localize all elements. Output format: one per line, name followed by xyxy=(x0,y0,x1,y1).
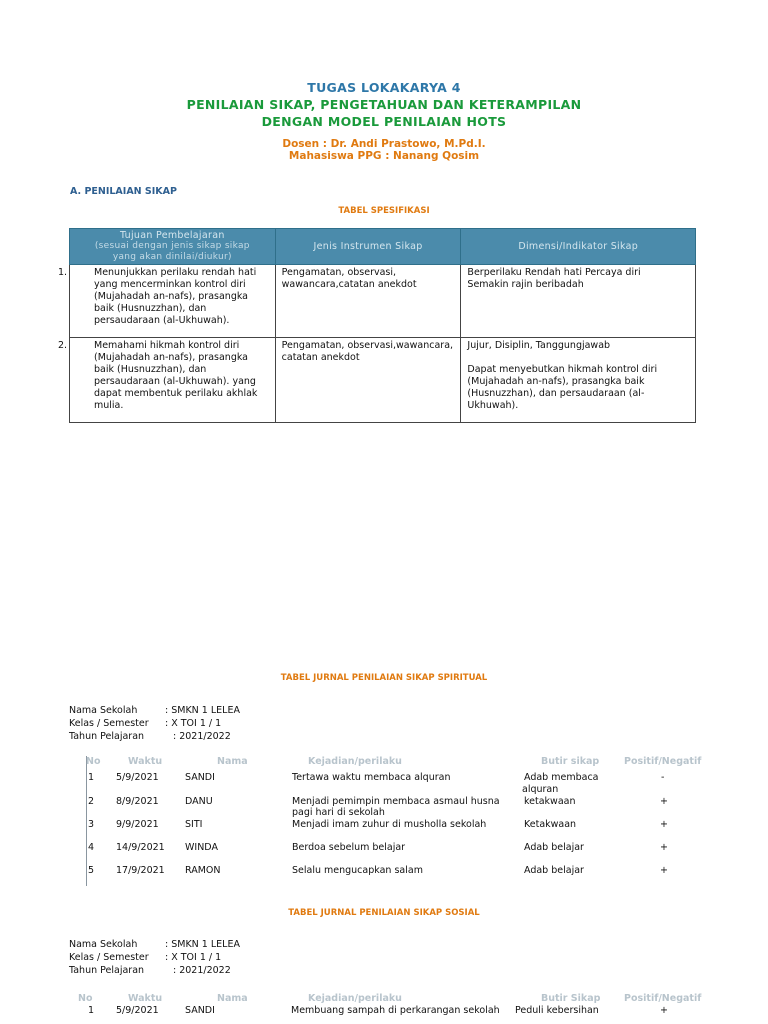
spec-header-instrument: Jenis Instrumen Sikap xyxy=(275,229,461,265)
row-event-cont: pagi hari di sekolah xyxy=(292,807,385,818)
spec-cell-objective xyxy=(58,265,276,338)
row-time: 9/9/2021 xyxy=(116,819,159,830)
row-event: Membuang sampah di perkarangan sekolah xyxy=(291,1005,500,1016)
col-header-name: Nama xyxy=(217,756,248,767)
spec-cell-indicator xyxy=(461,338,696,423)
spiritual-school-info xyxy=(69,704,240,743)
row-attitude: Adab membaca xyxy=(524,772,599,783)
social-journal-caption: TABEL JURNAL PENILAIAN SIKAP SOSIAL xyxy=(288,908,480,918)
row-name: RAMON xyxy=(185,865,221,876)
row-attitude: ketakwaan xyxy=(524,796,576,807)
spec-table-row xyxy=(70,265,696,338)
row-event: Tertawa waktu membaca alquran xyxy=(292,772,451,783)
spec-table-header-row xyxy=(70,229,696,265)
col-header-time: Waktu xyxy=(128,993,163,1004)
row-name: SITI xyxy=(185,819,203,830)
spec-indicator-line: Berperilaku Rendah hati Percaya diri xyxy=(467,267,641,278)
row-attitude: Adab belajar xyxy=(524,842,584,853)
row-event: Menjadi pemimpin membaca asmaul husna xyxy=(292,796,500,807)
row-time: 14/9/2021 xyxy=(116,842,165,853)
social-school-info xyxy=(69,938,240,977)
row-value: + xyxy=(660,1005,668,1016)
col-header-event: Kejadian/perilaku xyxy=(308,993,402,1004)
row-name: SANDI xyxy=(185,772,215,783)
lecturer-name: Dosen : Dr. Andi Prastowo, M.Pd.I. xyxy=(282,138,486,150)
info-row-year: Tahun Pelajaran : 2021/2022 xyxy=(69,965,231,976)
spec-header-objective-sub2: yang akan dinilai/diukur) xyxy=(112,252,232,262)
spec-objective-text: Memahami hikmah kontrol diri (Mujahadah an-nafs), prasangka baik (Husnuzzhan), dan persaudaraan (al-Ukhuwah). yang dapat membentuk perilaku akhlak mulia. xyxy=(94,340,258,411)
row-attitude: Ketakwaan xyxy=(524,819,577,830)
spec-cell-indicator xyxy=(461,265,696,338)
row-value: + xyxy=(660,796,668,807)
col-header-no: No xyxy=(78,993,93,1004)
spec-header-objective xyxy=(70,229,276,265)
info-row-class: Kelas / Semester : X TOI 1 / 1 xyxy=(69,718,222,729)
row-attitude: Adab belajar xyxy=(524,865,584,876)
col-header-attitude: Butir sikap xyxy=(541,756,600,767)
spec-indicator-line: Jujur, Disiplin, Tanggungjawab xyxy=(467,340,611,351)
row-attitude: Peduli kebersihan xyxy=(515,1005,599,1016)
col-header-pos-neg: Positif/Negatif xyxy=(624,993,702,1004)
spec-cell-instrument: Pengamatan, observasi,wawancara, catatan anekdot xyxy=(275,338,461,423)
row-value: - xyxy=(661,772,665,783)
spec-indicator-line: Dapat menyebutkan hikmah kontrol diri (Mujahadah an-nafs), prasangka baik (Husnuzzhan), dan persaudaraan (al-Ukhuwah). xyxy=(467,364,658,411)
row-name: SANDI xyxy=(185,1005,215,1016)
row-no: 5 xyxy=(88,865,95,876)
row-value: + xyxy=(660,842,668,853)
document-title: TUGAS LOKAKARYA 4 xyxy=(307,80,461,95)
row-event: Menjadi imam zuhur di musholla sekolah xyxy=(292,819,487,830)
row-no: 4 xyxy=(88,842,95,853)
spec-header-objective-sub1: (sesuai dengan jenis sikap sikap xyxy=(94,241,250,251)
section-heading-a: A. PENILAIAN SIKAP xyxy=(70,186,177,197)
specification-table xyxy=(58,228,696,423)
row-time: 8/9/2021 xyxy=(116,796,159,807)
col-header-time: Waktu xyxy=(128,756,163,767)
row-name: DANU xyxy=(185,796,213,807)
col-header-event: Kejadian/perilaku xyxy=(308,756,402,767)
row-event: Selalu mengucapkan salam xyxy=(292,865,423,876)
row-no: 2 xyxy=(88,796,95,807)
info-row-class: Kelas / Semester : X TOI 1 / 1 xyxy=(69,952,222,963)
spec-table-row xyxy=(70,338,696,423)
document-subtitle-line2: DENGAN MODEL PENILAIAN HOTS xyxy=(261,114,507,129)
row-value: + xyxy=(660,865,668,876)
row-event: Berdoa sebelum belajar xyxy=(292,842,406,853)
row-time: 5/9/2021 xyxy=(116,772,159,783)
spec-header-objective-title: Tujuan Pembelajaran xyxy=(120,230,225,241)
row-no: 1 xyxy=(88,772,95,783)
col-header-pos-neg: Positif/Negatif xyxy=(624,756,702,767)
col-header-name: Nama xyxy=(217,993,248,1004)
col-header-attitude: Butir Sikap xyxy=(541,993,601,1004)
spiritual-journal-caption: TABEL JURNAL PENILAIAN SIKAP SPIRITUAL xyxy=(280,673,488,683)
spec-row-number: 2. xyxy=(58,340,68,351)
row-time: 17/9/2021 xyxy=(116,865,165,876)
spec-indicator-line: Semakin rajin beribadah xyxy=(467,279,584,290)
info-row-school: Nama Sekolah : SMKN 1 LELEA xyxy=(69,705,240,716)
student-name: Mahasiswa PPG : Nanang Qosim xyxy=(288,150,480,162)
col-header-no: No xyxy=(86,756,101,767)
row-no: 3 xyxy=(88,819,95,830)
spec-cell-instrument: Pengamatan, observasi, wawancara,catatan anekdot xyxy=(275,265,461,338)
info-row-year: Tahun Pelajaran : 2021/2022 xyxy=(69,731,231,742)
row-time: 5/9/2021 xyxy=(116,1005,159,1016)
spec-table-caption: TABEL SPESIFIKASI xyxy=(338,206,430,216)
row-value: + xyxy=(660,819,668,830)
spec-row-number: 1. xyxy=(58,267,68,278)
spec-header-indicator: Dimensi/Indikator Sikap xyxy=(461,229,696,265)
document-subtitle-line1: PENILAIAN SIKAP, PENGETAHUAN DAN KETERAMPILAN xyxy=(186,97,582,112)
row-name: WINDA xyxy=(185,842,218,853)
spec-cell-objective xyxy=(58,338,276,423)
table-divider xyxy=(86,756,87,886)
row-attitude-cont: alquran xyxy=(522,784,559,795)
spec-objective-text: Menunjukkan perilaku rendah hati yang mencerminkan kontrol diri (Mujahadah an-nafs), prasangka baik (Husnuzzhan), dan persaudaraan (al-Ukhuwah). xyxy=(94,267,257,326)
row-no: 1 xyxy=(88,1005,95,1016)
info-row-school: Nama Sekolah : SMKN 1 LELEA xyxy=(69,939,240,950)
lecturer-student-block xyxy=(0,138,768,162)
